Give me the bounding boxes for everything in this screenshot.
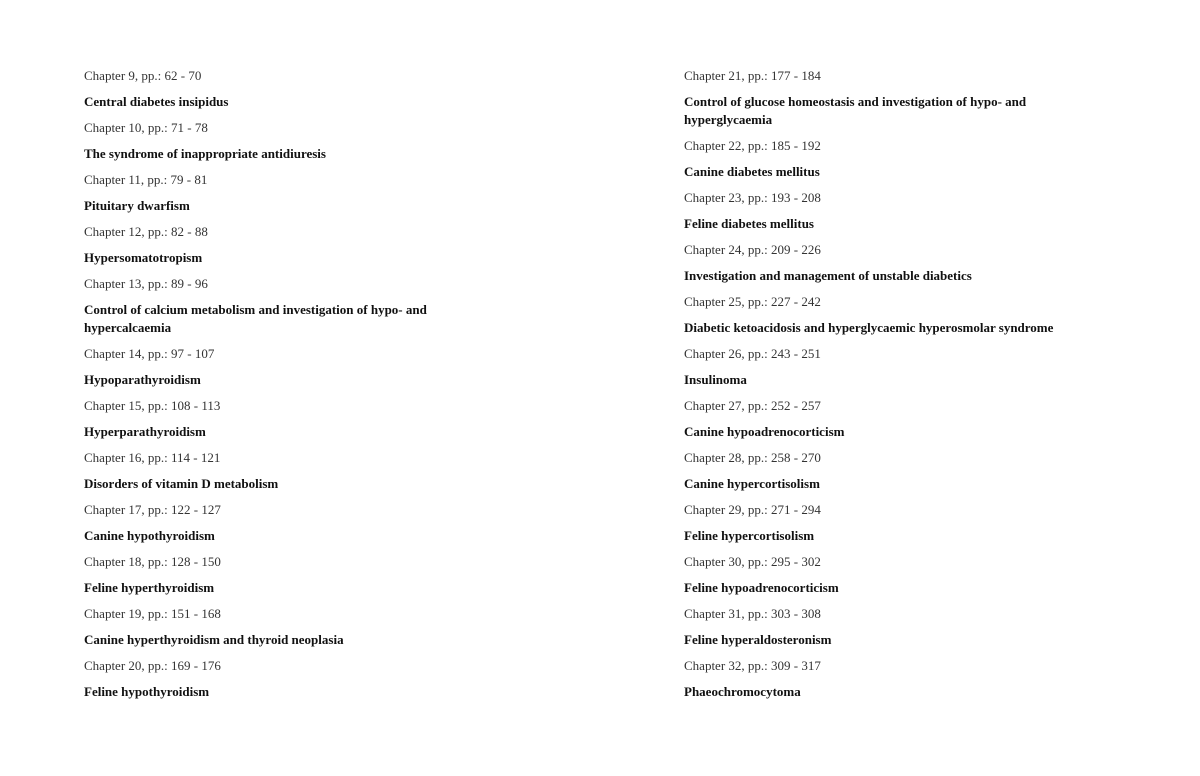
chapter-title: Feline hyperthyroidism (84, 580, 215, 595)
chapter-page-range: Chapter 31, pp.: 303 - 308 (684, 606, 821, 621)
chapter-title: Pituitary dwarfism (84, 198, 190, 213)
chapter-title: Disorders of vitamin D metabolism (84, 476, 279, 491)
chapter-page-range: Chapter 28, pp.: 258 - 270 (684, 450, 821, 465)
chapter-title: Feline hyperaldosteronism (684, 632, 832, 647)
chapter-page-range: Chapter 26, pp.: 243 - 251 (684, 346, 821, 361)
toc-entry (684, 67, 1084, 129)
chapter-title: Canine hypoadrenocorticism (684, 424, 845, 439)
chapter-title: Feline hypoadrenocorticism (684, 580, 839, 595)
toc-entry (684, 137, 1084, 181)
chapter-title: Hypersomatotropism (84, 250, 203, 265)
chapter-title: Feline diabetes mellitus (684, 216, 814, 231)
chapter-page-range: Chapter 24, pp.: 209 - 226 (684, 242, 821, 257)
chapter-title: The syndrome of inappropriate antidiuresis (84, 146, 326, 161)
chapter-page-range: Chapter 29, pp.: 271 - 294 (684, 502, 821, 517)
toc-entry (84, 501, 484, 545)
toc-entry (684, 553, 1084, 597)
chapter-title: Feline hypothyroidism (84, 684, 210, 699)
chapter-page-range: Chapter 15, pp.: 108 - 113 (84, 398, 221, 413)
chapter-page-range: Chapter 25, pp.: 227 - 242 (684, 294, 821, 309)
chapter-title: Central diabetes insipidus (84, 94, 229, 109)
toc-entry (684, 397, 1084, 441)
chapter-page-range: Chapter 23, pp.: 193 - 208 (684, 190, 821, 205)
chapter-page-range: Chapter 17, pp.: 122 - 127 (84, 502, 221, 517)
chapter-title: Insulinoma (684, 372, 747, 387)
chapter-page-range: Chapter 20, pp.: 169 - 176 (84, 658, 221, 673)
toc-entry (684, 501, 1084, 545)
chapter-title: Hyperparathyroidism (84, 424, 206, 439)
chapter-title: Diabetic ketoacidosis and hyperglycaemic hyperosmolar syndrome (684, 320, 1054, 335)
chapter-page-range: Chapter 22, pp.: 185 - 192 (684, 138, 821, 153)
chapter-page-range: Chapter 27, pp.: 252 - 257 (684, 398, 821, 413)
chapter-title: Phaeochromocytoma (684, 684, 801, 699)
toc-entry (84, 223, 484, 267)
toc-entry (84, 449, 484, 493)
chapter-page-range: Chapter 19, pp.: 151 - 168 (84, 606, 221, 621)
toc-entry (684, 449, 1084, 493)
chapter-title: Feline hypercortisolism (684, 528, 815, 543)
chapter-page-range: Chapter 32, pp.: 309 - 317 (684, 658, 821, 673)
chapter-title: Canine hyperthyroidism and thyroid neoplasia (84, 632, 344, 647)
chapter-page-range: Chapter 13, pp.: 89 - 96 (84, 276, 208, 291)
chapter-page-range: Chapter 10, pp.: 71 - 78 (84, 120, 208, 135)
toc-entry (684, 657, 1084, 701)
toc-entry (684, 189, 1084, 233)
chapter-title: Hypoparathyroidism (84, 372, 201, 387)
chapter-page-range: Chapter 21, pp.: 177 - 184 (684, 68, 821, 83)
chapter-page-range: Chapter 12, pp.: 82 - 88 (84, 224, 208, 239)
toc-entry (684, 345, 1084, 389)
chapter-page-range: Chapter 18, pp.: 128 - 150 (84, 554, 221, 569)
chapter-page-range: Chapter 16, pp.: 114 - 121 (84, 450, 221, 465)
chapter-title: Canine hypothyroidism (84, 528, 215, 543)
chapter-title: Canine hypercortisolism (684, 476, 820, 491)
toc-entry (84, 67, 484, 111)
chapter-page-range: Chapter 9, pp.: 62 - 70 (84, 68, 202, 83)
toc-entry (84, 553, 484, 597)
toc-entry (84, 345, 484, 389)
chapter-title: Investigation and management of unstable diabetics (684, 268, 972, 283)
chapter-title: Canine diabetes mellitus (684, 164, 820, 179)
right-column (684, 67, 1084, 709)
toc-entry (684, 293, 1084, 337)
toc-entry (84, 171, 484, 215)
toc-entry (684, 241, 1084, 285)
toc-entry (684, 605, 1084, 649)
chapter-title: Control of calcium metabolism and investigation of hypo- and hypercalcaemia (84, 302, 427, 335)
toc-entry (84, 119, 484, 163)
chapter-page-range: Chapter 30, pp.: 295 - 302 (684, 554, 821, 569)
toc-entry (84, 657, 484, 701)
chapter-page-range: Chapter 14, pp.: 97 - 107 (84, 346, 215, 361)
toc-entry (84, 397, 484, 441)
toc-entry (84, 275, 484, 337)
left-column (84, 67, 484, 709)
chapter-title: Control of glucose homeostasis and investigation of hypo- and hyperglycaemia (684, 94, 1027, 127)
chapter-page-range: Chapter 11, pp.: 79 - 81 (84, 172, 208, 187)
toc-entry (84, 605, 484, 649)
